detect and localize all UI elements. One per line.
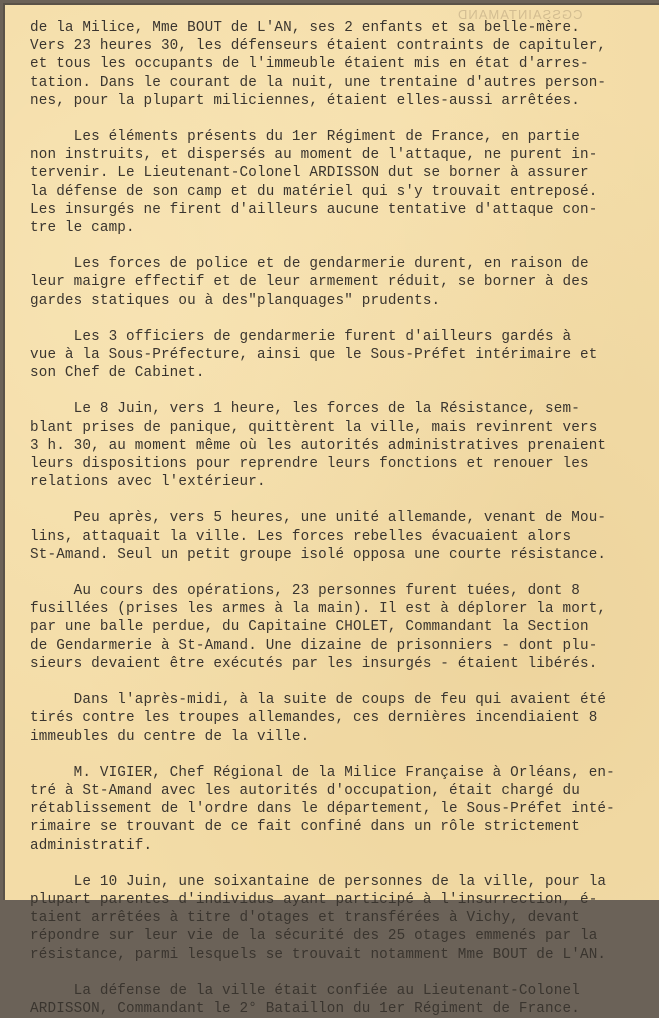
- text-line: répondre sur leur vie de la sécurité des 25 otages emmenés par la: [30, 928, 598, 945]
- text-line: Au cours des opérations, 23 personnes furent tuées, dont 8: [30, 583, 580, 600]
- paragraph-gap: [30, 110, 650, 128]
- text-line: tation. Dans le courant de la nuit, une trentaine d'autres person-: [30, 74, 607, 91]
- archive-stamp: CGSSAINTAMAND: [457, 7, 583, 22]
- paragraph: [30, 19, 650, 110]
- text-line: Peu après, vers 5 heures, une unité allemande, venant de Mou-: [30, 510, 607, 527]
- text-line: de la Milice, Mme BOUT de L'AN, ses 2 enfants et sa belle-mère.: [30, 20, 580, 36]
- text-line: relations avec l'extérieur.: [30, 474, 266, 491]
- text-line: lins, attaquait la ville. Les forces rebelles évacuaient alors: [30, 528, 572, 545]
- text-line: M. VIGIER, Chef Régional de la Milice Française à Orléans, en-: [30, 764, 615, 781]
- text-line: Vers 23 heures 30, les défenseurs étaient contraints de capituler,: [30, 38, 607, 55]
- text-line: Les forces de police et de gendarmerie durent, en raison de: [30, 256, 589, 273]
- text-line: tirés contre les troupes allemandes, ces dernières incendiaient 8: [30, 710, 598, 727]
- paragraph-gap: [30, 491, 650, 509]
- paragraph: [30, 328, 650, 383]
- paragraph-gap: [30, 237, 650, 255]
- text-line: Les éléments présents du 1er Régiment de France, en partie: [30, 129, 580, 146]
- paragraph-gap: [30, 310, 650, 328]
- paragraph: [30, 400, 650, 491]
- text-line: sieurs devaient être exécutés par les insurgés - étaient libérés.: [30, 655, 598, 672]
- paragraph: [30, 128, 650, 237]
- text-line: taient arrêtées à titre d'otages et transférées à Vichy, devant: [30, 910, 580, 927]
- paragraph: [30, 582, 650, 673]
- text-line: immeubles du centre de la ville.: [30, 728, 310, 745]
- text-line: rimaire se trouvant de ce fait confiné dans un rôle strictement: [30, 819, 580, 836]
- paragraph: [30, 764, 650, 855]
- paragraph: [30, 691, 650, 746]
- document-body: [30, 19, 650, 1018]
- text-line: Le 10 Juin, une soixantaine de personnes de la ville, pour la: [30, 873, 607, 890]
- text-line: plupart parentes d'individus ayant participé à l'insurrection, é-: [30, 891, 598, 908]
- paragraph-gap: [30, 382, 650, 400]
- text-line: résistance, parmi lesquels se trouvait notamment Mme BOUT de L'AN.: [30, 946, 607, 963]
- text-line: et tous les occupants de l'immeuble étaient mis en état d'arres-: [30, 56, 589, 73]
- text-line: Le 8 Juin, vers 1 heure, les forces de la Résistance, sem-: [30, 401, 580, 418]
- text-line: tré à St-Amand avec les autorités d'occupation, était chargé du: [30, 782, 580, 799]
- text-line: la défense de son camp et du matériel qui s'y trouvait entreposé.: [30, 183, 598, 200]
- text-line: Les insurgés ne firent d'ailleurs aucune tentative d'attaque con-: [30, 201, 598, 218]
- text-line: tre le camp.: [30, 220, 135, 237]
- text-line: ARDISSON, Commandant le 2° Bataillon du 1er Régiment de France.: [30, 1000, 580, 1017]
- paragraph-gap: [30, 673, 650, 691]
- text-line: St-Amand. Seul un petit groupe isolé opposa une courte résistance.: [30, 546, 607, 563]
- text-line: administratif.: [30, 837, 153, 854]
- text-line: fusillées (prises les armes à la main). Il est à déplorer la mort,: [30, 601, 607, 618]
- text-line: Les 3 officiers de gendarmerie furent d'ailleurs gardés à: [30, 328, 572, 345]
- text-line: 3 h. 30, au moment même où les autorités administratives prenaient: [30, 437, 607, 454]
- paragraph-gap: [30, 855, 650, 873]
- text-line: de Gendarmerie à St-Amand. Une dizaine de prisonniers - dont plu-: [30, 637, 598, 654]
- text-line: tervenir. Le Lieutenant-Colonel ARDISSON dut se borner à assurer: [30, 165, 589, 182]
- text-line: gardes statiques ou à des"planquages" prudents.: [30, 292, 441, 309]
- paragraph: [30, 873, 650, 964]
- paragraph-gap: [30, 964, 650, 982]
- paragraph: [30, 509, 650, 564]
- text-line: son Chef de Cabinet.: [30, 365, 205, 382]
- text-line: leur maigre effectif et de leur armement réduit, se borner à des: [30, 274, 589, 291]
- paragraph: [30, 982, 650, 1018]
- paragraph-gap: [30, 746, 650, 764]
- text-line: leurs dispositions pour reprendre leurs fonctions et renouer les: [30, 456, 589, 473]
- text-line: rétablissement de l'ordre dans le département, le Sous-Préfet inté-: [30, 801, 615, 818]
- text-line: non instruits, et dispersés au moment de l'attaque, ne purent in-: [30, 147, 598, 164]
- text-line: vue à la Sous-Préfecture, ainsi que le Sous-Préfet intérimaire et: [30, 347, 598, 364]
- text-line: Dans l'après-midi, à la suite de coups de feu qui avaient été: [30, 692, 607, 709]
- text-line: nes, pour la plupart miliciennes, étaient elles-aussi arrêtées.: [30, 92, 580, 109]
- paragraph-gap: [30, 564, 650, 582]
- text-line: La défense de la ville était confiée au Lieutenant-Colonel: [30, 982, 580, 999]
- document-page: [3, 3, 659, 1017]
- paragraph: [30, 255, 650, 310]
- text-line: blant prises de panique, quittèrent la ville, mais revinrent vers: [30, 419, 598, 436]
- text-line: par une balle perdue, du Capitaine CHOLET, Commandant la Section: [30, 619, 589, 636]
